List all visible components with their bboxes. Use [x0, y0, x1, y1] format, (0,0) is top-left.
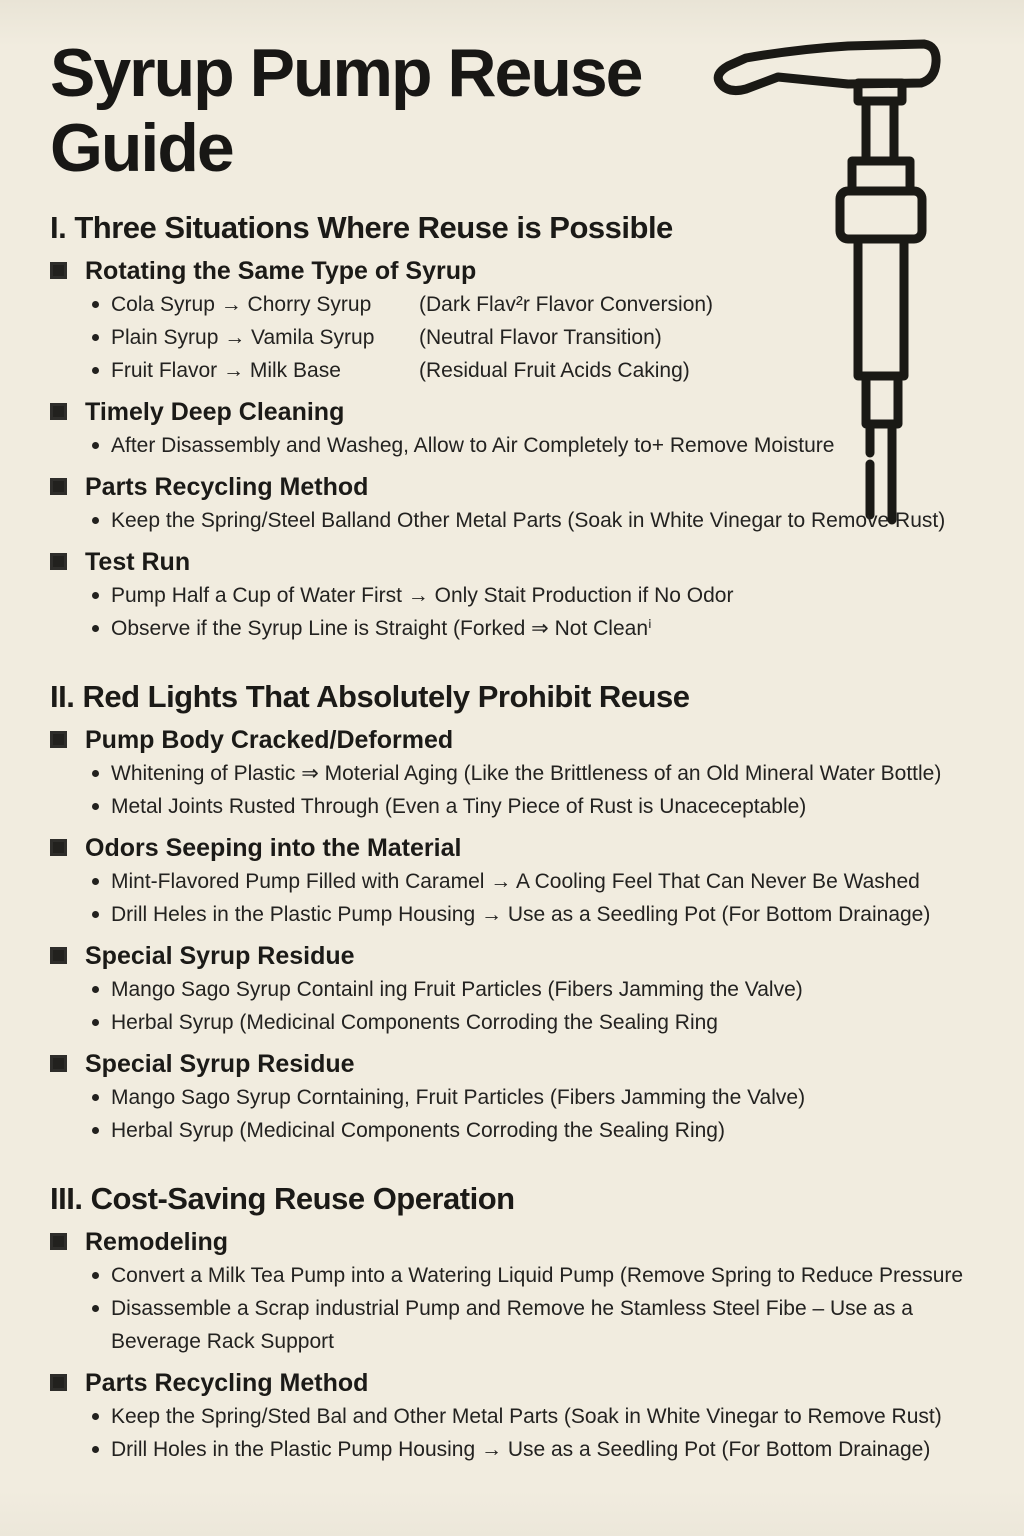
section-cost-saving — [50, 1181, 996, 1466]
group-title-row — [50, 725, 996, 755]
dot-bullet-icon — [92, 334, 99, 341]
dot-bullet-icon — [92, 367, 99, 374]
bullet-text: Keep the Spring/Steel Balland Other Metal Parts (Soak in White Vinegar to Remove Rust) — [111, 508, 946, 532]
list-item — [50, 612, 996, 645]
page-title-line2: Guide — [50, 109, 233, 186]
bullet-list — [50, 1400, 996, 1466]
dot-bullet-icon — [92, 986, 99, 993]
list-item — [50, 321, 996, 354]
section-heading: III. Cost-Saving Reuse Operation — [50, 1180, 515, 1216]
dot-bullet-icon — [92, 1305, 99, 1312]
bullet-text: Whitening of Plastic ⇒ Moterial Aging (Like the Brittleness of an Old Mineral Water Bottle) — [111, 761, 942, 785]
bullet-text: Mango Sago Syrup Corntaining, Fruit Particles (Fibers Jamming the Valve) — [111, 1085, 806, 1109]
bullet-text: Metal Joints Rusted Through (Even a Tiny Piece of Rust is Unaceceptable) — [111, 794, 807, 818]
bullet-list — [50, 973, 996, 1039]
group-title-label: Rotating the Same Type of Syrup — [85, 256, 477, 285]
bullet-text — [111, 321, 996, 354]
bullet-list — [50, 579, 996, 645]
page-title-line1: Syrup Pump Reuse — [50, 35, 642, 111]
group-parts-recycling-method — [50, 472, 996, 537]
bullet-text: Keep the Spring/Sted Bal and Other Metal Parts (Soak in White Vinegar to Remove Rust) — [111, 1404, 942, 1428]
dot-bullet-icon — [92, 592, 99, 599]
group-title-label: Special Syrup Residue — [85, 1049, 355, 1078]
bullet-text — [111, 288, 996, 321]
dot-bullet-icon — [92, 517, 99, 524]
bullet-list — [50, 429, 996, 462]
list-item — [50, 504, 996, 537]
square-bullet-icon — [50, 947, 67, 964]
bullet-lead: Cola Syrup → Chorry Syrup — [111, 292, 372, 316]
dot-bullet-icon — [92, 1094, 99, 1101]
bullet-list — [50, 288, 996, 387]
bullet-note: (Residual Fruit Acids Caking) — [419, 358, 690, 382]
square-bullet-icon — [50, 731, 67, 748]
bullet-lead: Fruit Flavor → Milk Base — [111, 358, 341, 382]
section-red-lights — [50, 679, 996, 1147]
page-title — [50, 36, 750, 186]
square-bullet-icon — [50, 403, 67, 420]
dot-bullet-icon — [92, 1127, 99, 1134]
bullet-text: Herbal Syrup (Medicinal Components Corroding the Sealing Ring — [111, 1010, 718, 1034]
section-heading: I. Three Situations Where Reuse is Possible — [50, 209, 673, 245]
list-item — [50, 757, 996, 790]
bullet-text: After Disassembly and Washeg, Allow to Air Completely to+ Remove Moisture — [111, 433, 835, 457]
section-heading: II. Red Lights That Absolutely Prohibit Reuse — [50, 678, 690, 714]
group-title-label: Remodeling — [85, 1227, 229, 1256]
bullet-note: (Dark Flav²r Flavor Conversion) — [419, 292, 714, 316]
bullet-text: Herbal Syrup (Medicinal Components Corroding the Sealing Ring) — [111, 1118, 725, 1142]
group-title-row — [50, 1368, 996, 1398]
dot-bullet-icon — [92, 301, 99, 308]
group-title-row — [50, 1227, 996, 1257]
group-timely-deep-cleaning — [50, 397, 996, 462]
bullet-text: Drill Heles in the Plastic Pump Housing → Use as a Seedling Pot (For Bottom Drainage) — [111, 902, 931, 926]
square-bullet-icon — [50, 839, 67, 856]
dot-bullet-icon — [92, 625, 99, 632]
group-parts-recycling-method-2 — [50, 1368, 996, 1466]
dot-bullet-icon — [92, 1019, 99, 1026]
list-item — [50, 1433, 996, 1466]
list-item — [50, 1259, 996, 1292]
list-item — [50, 429, 996, 462]
group-title-row — [50, 1049, 996, 1079]
bullet-text: Drill Holes in the Plastic Pump Housing → Use as a Seedling Pot (For Bottom Drainage) — [111, 1437, 931, 1461]
group-title-row — [50, 833, 996, 863]
square-bullet-icon — [50, 262, 67, 279]
list-item — [50, 1292, 996, 1358]
list-item — [50, 973, 996, 1006]
dot-bullet-icon — [92, 1272, 99, 1279]
list-item — [50, 790, 996, 823]
group-title-label: Parts Recycling Method — [85, 472, 369, 501]
bullet-text: Disassemble a Scrap industrial Pump and Remove he Stamless Steel Fibe – Use as a Beverage Rack Support — [111, 1296, 913, 1353]
group-title-row — [50, 397, 996, 427]
group-rotating-same-type — [50, 256, 996, 387]
square-bullet-icon — [50, 1055, 67, 1072]
bullet-text — [111, 354, 996, 387]
group-title-label: Pump Body Cracked/Deformed — [85, 725, 454, 754]
square-bullet-icon — [50, 553, 67, 570]
group-title-row — [50, 547, 996, 577]
list-item — [50, 1400, 996, 1433]
bullet-text: Mango Sago Syrup Containl ing Fruit Particles (Fibers Jamming the Valve) — [111, 977, 803, 1001]
dot-bullet-icon — [92, 1413, 99, 1420]
list-item — [50, 1081, 996, 1114]
bullet-list — [50, 1259, 996, 1358]
group-title-label: Test Run — [85, 547, 191, 576]
group-title-row — [50, 256, 996, 286]
square-bullet-icon — [50, 1374, 67, 1391]
group-title-label: Timely Deep Cleaning — [85, 397, 345, 426]
dot-bullet-icon — [92, 1446, 99, 1453]
bullet-text: Observe if the Syrup Line is Straight (Forked ⇒ Not Cleanⁱ — [111, 616, 652, 640]
group-title-label: Parts Recycling Method — [85, 1368, 369, 1397]
dot-bullet-icon — [92, 803, 99, 810]
list-item — [50, 288, 996, 321]
list-item — [50, 1114, 996, 1147]
section-three-situations — [50, 210, 996, 645]
group-title-row — [50, 472, 996, 502]
bullet-list — [50, 757, 996, 823]
group-title-label: Odors Seeping into the Material — [85, 833, 462, 862]
dot-bullet-icon — [92, 878, 99, 885]
group-remodeling — [50, 1227, 996, 1358]
group-test-run — [50, 547, 996, 645]
list-item — [50, 579, 996, 612]
dot-bullet-icon — [92, 442, 99, 449]
bullet-lead: Plain Syrup → Vamila Syrup — [111, 325, 375, 349]
bullet-list — [50, 504, 996, 537]
group-title-label: Special Syrup Residue — [85, 941, 355, 970]
list-item — [50, 865, 996, 898]
dot-bullet-icon — [92, 911, 99, 918]
group-special-syrup-residue-1 — [50, 941, 996, 1039]
list-item — [50, 898, 996, 931]
square-bullet-icon — [50, 478, 67, 495]
bullet-text: Pump Half a Cup of Water First → Only Stait Production if No Odor — [111, 583, 734, 607]
bullet-text: Mint-Flavored Pump Filled with Caramel → A Cooling Feel That Can Never Be Washed — [111, 869, 920, 893]
group-special-syrup-residue-2 — [50, 1049, 996, 1147]
group-title-row — [50, 941, 996, 971]
bullet-text: Convert a Milk Tea Pump into a Watering Liquid Pump (Remove Spring to Reduce Pressure — [111, 1263, 964, 1287]
dot-bullet-icon — [92, 770, 99, 777]
bullet-list — [50, 1081, 996, 1147]
list-item — [50, 1006, 996, 1039]
bullet-note: (Neutral Flavor Transition) — [419, 325, 662, 349]
square-bullet-icon — [50, 1233, 67, 1250]
group-odors-seeping — [50, 833, 996, 931]
list-item — [50, 354, 996, 387]
bullet-list — [50, 865, 996, 931]
group-pump-body-cracked — [50, 725, 996, 823]
